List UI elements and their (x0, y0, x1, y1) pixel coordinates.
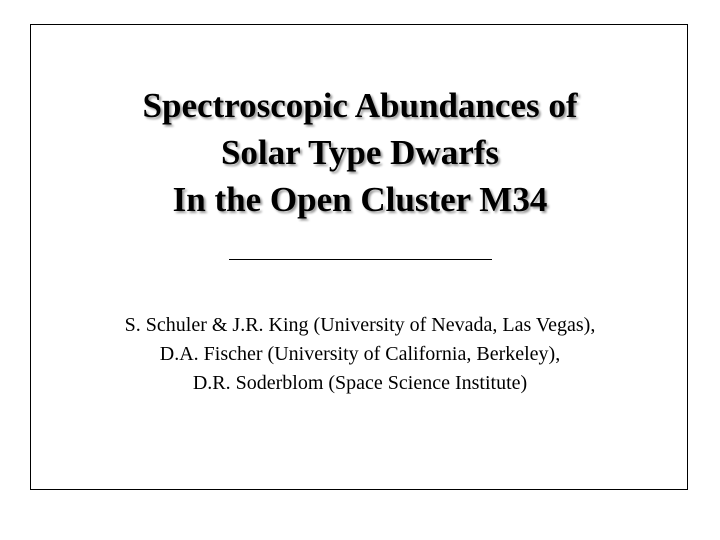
title-line-2: Solar Type Dwarfs (220, 133, 500, 172)
title-line-1: Spectroscopic Abundances of (142, 86, 578, 125)
slide-title (0, 82, 720, 223)
author-line-1: S. Schuler & J.R. King (University of Nevada, Las Vegas), (124, 314, 596, 336)
title-line-3: In the Open Cluster M34 (172, 180, 548, 219)
author-list (0, 311, 720, 398)
author-line-3: D.R. Soderblom (Space Science Institute) (192, 372, 528, 394)
title-divider (229, 259, 492, 260)
author-line-2: D.A. Fischer (University of California, Berkeley), (159, 343, 561, 365)
